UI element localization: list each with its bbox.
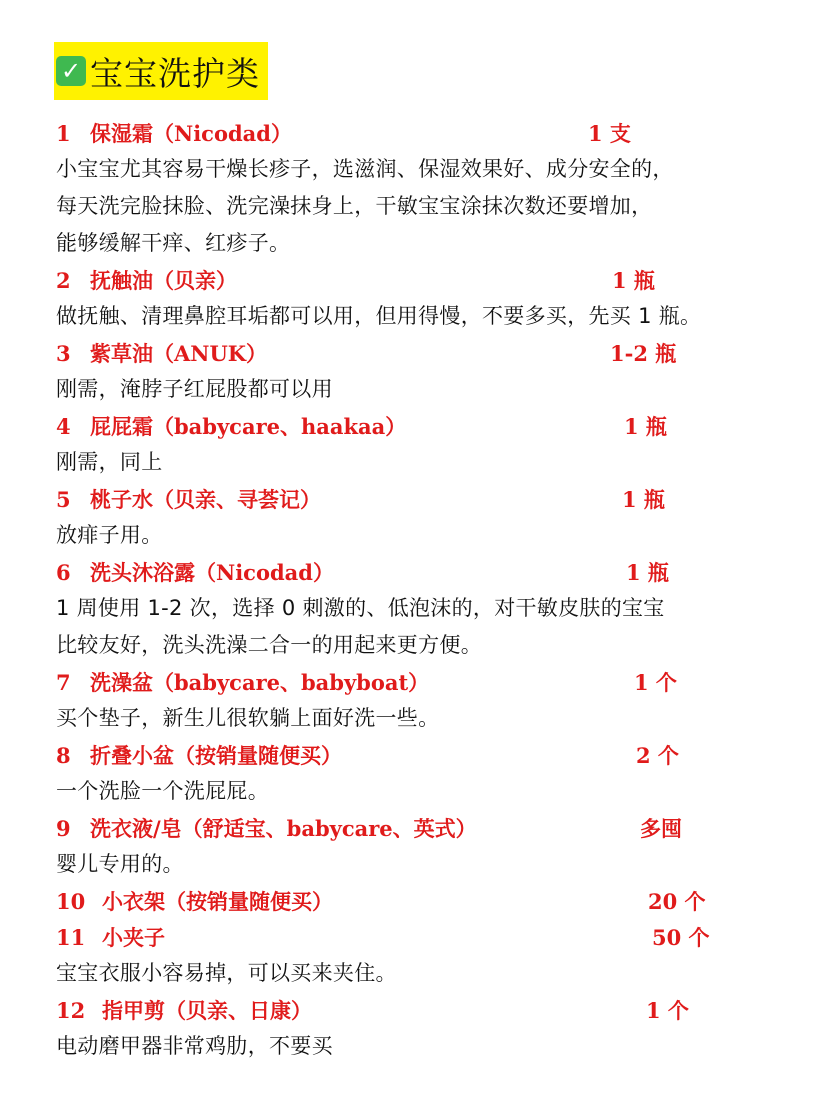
list-item-heading bbox=[56, 919, 816, 955]
item-description: 小宝宝尤其容易干燥长疹子，选滋润、保湿效果好、成分安全的， bbox=[56, 157, 674, 181]
list-item-heading bbox=[56, 992, 816, 1028]
item-number: 10 bbox=[56, 888, 86, 914]
item-quantity: 1 瓶 bbox=[612, 268, 655, 293]
item-name: 小衣架（按销量随便买） bbox=[102, 889, 333, 914]
item-quantity: 1 瓶 bbox=[624, 414, 667, 439]
item-number: 3 bbox=[56, 340, 71, 366]
item-quantity: 1 支 bbox=[588, 121, 631, 146]
item-quantity: 1 瓶 bbox=[626, 560, 669, 585]
item-number: 7 bbox=[56, 669, 71, 695]
item-description: 比较友好，洗头洗澡二合一的用起来更方便。 bbox=[56, 633, 482, 657]
item-number: 1 bbox=[56, 120, 71, 146]
item-number: 9 bbox=[56, 815, 71, 841]
item-name: 洗澡盆（babycare、babyboat） bbox=[90, 670, 430, 695]
item-number: 5 bbox=[56, 486, 71, 512]
item-number: 6 bbox=[56, 559, 71, 585]
item-name: 小夹子 bbox=[102, 925, 165, 950]
item-number: 12 bbox=[56, 997, 86, 1023]
item-name: 折叠小盆（按销量随便买） bbox=[90, 743, 342, 768]
item-number: 4 bbox=[56, 413, 71, 439]
list-item-heading bbox=[56, 408, 816, 444]
list-item-heading bbox=[56, 335, 816, 371]
item-number: 11 bbox=[56, 924, 86, 950]
item-quantity: 1-2 瓶 bbox=[610, 341, 677, 366]
item-quantity: 多囤 bbox=[640, 816, 682, 841]
item-quantity: 2 个 bbox=[636, 743, 679, 768]
item-name: 桃子水（贝亲、寻荟记） bbox=[90, 487, 321, 512]
list-item-heading bbox=[56, 262, 816, 298]
item-name: 洗头沐浴露（Nicodad） bbox=[90, 560, 334, 585]
item-description: 婴儿专用的。 bbox=[56, 852, 184, 876]
item-list bbox=[56, 115, 816, 1065]
list-item-heading bbox=[56, 883, 816, 919]
item-description: 刚需，淹脖子红屁股都可以用 bbox=[56, 377, 333, 401]
item-description: 放痱子用。 bbox=[56, 523, 163, 547]
item-name: 屁屁霜（babycare、haakaa） bbox=[90, 414, 407, 439]
section-title-text: 宝宝洗护类 bbox=[90, 53, 260, 93]
item-description: 1 周使用 1-2 次，选择 0 刺激的、低泡沫的，对干敏皮肤的宝宝 bbox=[56, 596, 665, 620]
item-description: 能够缓解干痒、红疹子。 bbox=[56, 231, 291, 255]
list-item-heading bbox=[56, 115, 816, 151]
item-description: 宝宝衣服小容易掉，可以买来夹住。 bbox=[56, 961, 397, 985]
item-description: 买个垫子，新生儿很软躺上面好洗一些。 bbox=[56, 706, 440, 730]
item-quantity: 1 瓶 bbox=[622, 487, 665, 512]
list-item-heading bbox=[56, 810, 816, 846]
item-number: 8 bbox=[56, 742, 71, 768]
item-quantity: 1 个 bbox=[634, 670, 677, 695]
list-item-heading bbox=[56, 664, 816, 700]
list-item-heading bbox=[56, 737, 816, 773]
item-name: 指甲剪（贝亲、日康） bbox=[102, 998, 312, 1023]
item-description: 每天洗完脸抹脸、洗完澡抹身上，干敏宝宝涂抹次数还要增加， bbox=[56, 194, 653, 218]
item-description: 做抚触、清理鼻腔耳垢都可以用，但用得慢，不要多买，先买 1 瓶。 bbox=[56, 304, 702, 328]
item-description: 刚需，同上 bbox=[56, 450, 163, 474]
item-description: 一个洗脸一个洗屁屁。 bbox=[56, 779, 269, 803]
list-item-heading bbox=[56, 481, 816, 517]
item-name: 保湿霜（Nicodad） bbox=[90, 121, 292, 146]
check-mark-icon: ✓ bbox=[56, 56, 86, 86]
item-quantity: 1 个 bbox=[646, 998, 689, 1023]
section-title bbox=[54, 42, 268, 100]
item-name: 洗衣液/皂（舒适宝、babycare、英式） bbox=[90, 816, 477, 841]
item-quantity: 50 个 bbox=[652, 925, 710, 950]
item-description: 电动磨甲器非常鸡肋，不要买 bbox=[56, 1034, 333, 1058]
item-name: 紫草油（ANUK） bbox=[90, 341, 268, 366]
item-name: 抚触油（贝亲） bbox=[90, 268, 237, 293]
item-quantity: 20 个 bbox=[648, 889, 706, 914]
item-number: 2 bbox=[56, 267, 71, 293]
list-item-heading bbox=[56, 554, 816, 590]
